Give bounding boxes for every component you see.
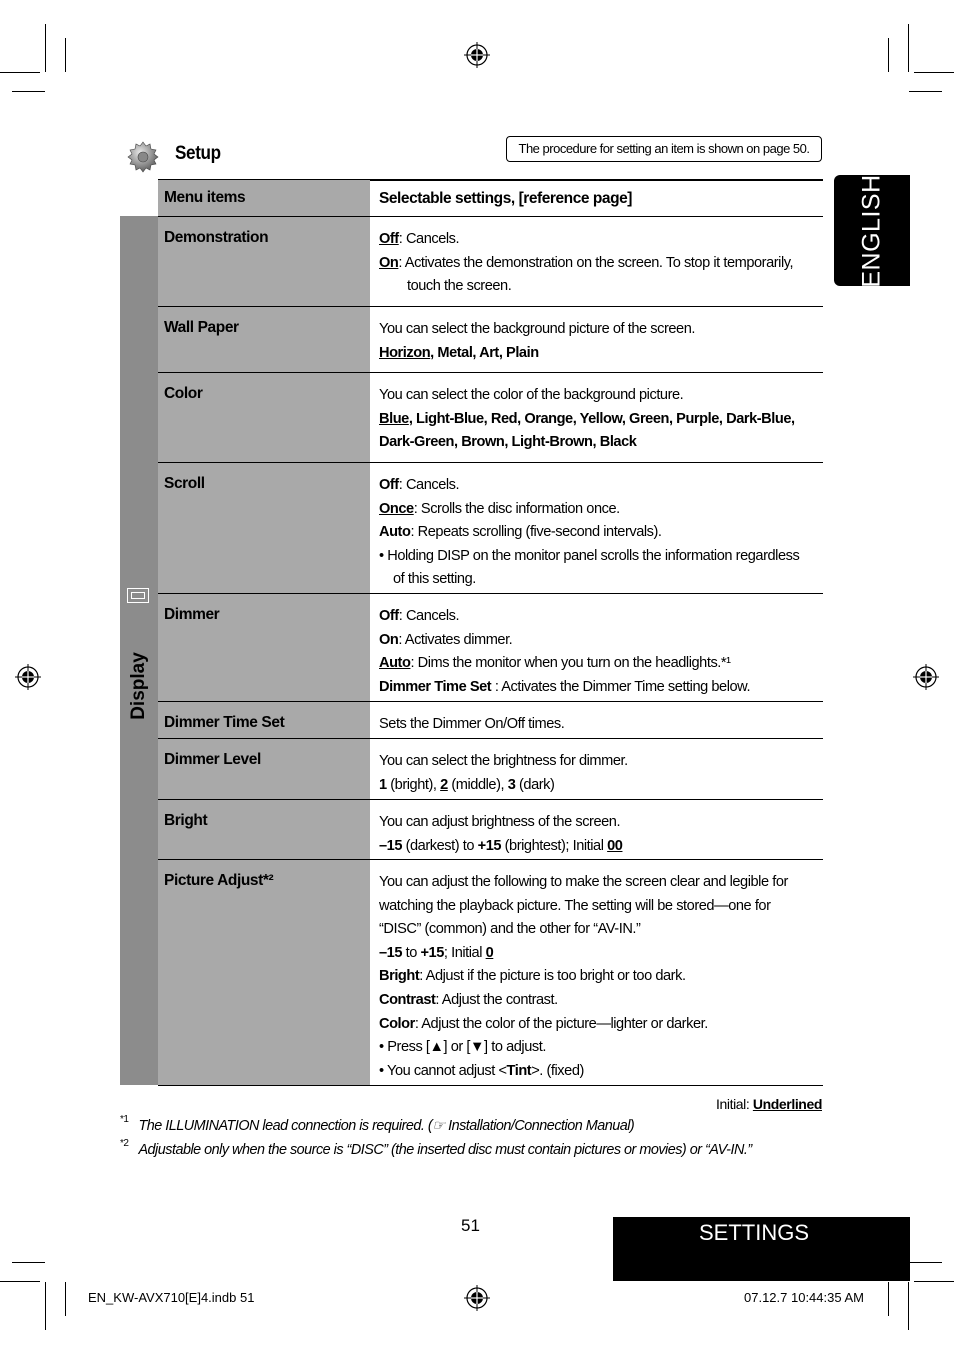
table-row [158,463,823,594]
setting-description [370,800,823,864]
setting-text: (middle), [447,776,508,793]
header-settings: Selectable settings, [reference page] [379,190,632,207]
menu-item-label: Color [158,373,370,462]
crop-mark [45,1282,46,1330]
setting-value: Dark-Green, Brown, Light-Brown, Black [379,434,637,451]
setting-text: touch the screen. [407,278,512,295]
gear-icon [126,140,160,174]
crop-mark [45,24,46,72]
setting-text: : Adjust the contrast. [435,991,558,1008]
description-line [379,895,817,919]
section-title: Setup [175,143,221,164]
crop-mark [888,38,889,72]
setting-value: 00 [607,837,623,854]
description-line [379,605,817,629]
setting-text: You can adjust brightness of the screen. [379,814,621,830]
setting-value: 2 [440,776,448,793]
display-icon [127,588,149,603]
description-line [379,1013,817,1037]
setting-text: of this setting. [393,571,476,588]
menu-item-label: Demonstration [158,217,370,306]
table-row [158,800,823,860]
table-header-row [158,180,823,217]
setting-text: : Repeats scrolling (five-second intervals). [410,524,662,541]
setting-text: • You cannot adjust < [379,1062,507,1079]
description-line [379,835,817,859]
setting-value: –15 [379,837,402,854]
description-line [379,431,817,455]
crop-mark [909,1262,942,1263]
footnote-text: Adjustable only when the source is “DISC” (the inserted disc must contain pictures or movies) or “AV-IN.” [138,1141,752,1158]
description-line [379,521,817,545]
setting-value: Once [379,500,414,517]
language-tab [834,175,910,286]
crop-mark [0,1281,40,1282]
footer-file: EN_KW-AVX710[E]4.indb 51 [88,1290,255,1305]
crop-mark [65,38,66,72]
crop-mark [0,72,40,73]
setting-value: 3 [507,776,516,793]
setting-text: You can select the color of the background picture. [379,387,684,403]
crop-mark [909,91,942,92]
description-line [379,942,817,966]
footnote [120,1140,752,1158]
description-line [379,629,817,653]
setting-value: 1 [379,776,387,793]
setting-text: : Adjust the color of the picture—lighter or darker. [414,1015,708,1032]
description-line [379,750,817,774]
section-tab [613,1217,910,1281]
setting-value: Contrast [379,991,436,1008]
setting-text: You can select the background picture of the screen. [379,321,695,337]
procedure-note: The procedure for setting an item is shown on page 50. [506,136,822,162]
setting-text: : Activates dimmer. [398,631,513,648]
setting-text: : Cancels. [398,231,460,247]
footnote-mark: *1 [120,1114,129,1125]
crop-mark [888,1282,889,1316]
setting-text: : Cancels. [398,477,460,493]
setting-text: watching the playback picture. The setting will be stored—one for [379,897,771,914]
table-row [158,594,823,702]
description-line [379,545,817,569]
setting-value: Bright [379,968,420,985]
setting-value: Horizon [379,344,431,361]
menu-item-label: Picture Adjust*² [158,860,370,1085]
footnote-text: The ILLUMINATION lead connection is required. (☞ Installation/Connection Manual) [138,1117,635,1134]
description-line [379,342,817,366]
setting-value: Auto [379,655,411,672]
description-line [379,228,817,252]
setting-text: “DISC” (common) and the other for “AV-IN.” [379,921,641,938]
description-line [379,408,817,432]
crop-mark [908,1282,909,1330]
description-line [379,275,817,299]
setting-value: , Light-Blue, Red, Orange, Yellow, Green, Purple, Dark-Blue, [408,410,795,427]
page-number: 51 [461,1216,480,1235]
description-line [379,871,817,895]
section-tab-label: SETTINGS [699,1220,810,1245]
setting-description [370,307,823,371]
initial-note [716,1096,822,1112]
crop-mark [908,24,909,72]
setting-description [370,860,823,1089]
setting-description [370,702,823,743]
table-row [158,860,823,1086]
header-menu-items: Menu items [158,180,370,216]
description-line [379,1036,817,1060]
description-line [379,1060,817,1084]
description-line [379,498,817,522]
footer-timestamp: 07.12.7 10:44:35 AM [744,1290,864,1305]
category-label: Display [128,652,149,720]
crop-mark [914,72,954,73]
registration-mark-icon [464,1285,490,1311]
setting-text: : Adjust if the picture is too bright or too dark. [419,968,686,985]
menu-item-label: Dimmer [158,594,370,701]
description-line [379,474,817,498]
crop-mark [12,1262,45,1263]
setting-value: –15 [379,944,402,961]
footnote [120,1116,634,1134]
setting-text: You can adjust the following to make the screen clear and legible for [379,874,788,890]
setting-text: Sets the Dimmer On/Off times. [379,716,565,732]
registration-mark-icon [464,42,490,68]
description-line [379,989,817,1013]
menu-item-label: Scroll [158,463,370,593]
setting-text: (darkest) to [402,837,478,854]
setting-text: • Holding DISP on the monitor panel scrolls the information regardless [379,547,800,564]
setting-text: You can select the brightness for dimmer. [379,753,628,769]
setting-value: Color [379,1015,415,1032]
setting-value: +15 [477,837,502,854]
description-line [379,965,817,989]
setting-value: Auto [379,524,411,541]
description-line [379,774,817,798]
initial-value: Underlined [752,1096,822,1112]
description-line [379,713,817,737]
setting-value: , Metal, Art, Plain [430,344,539,361]
setting-value: 0 [485,944,494,961]
registration-mark-icon [15,664,41,690]
setting-description [370,739,823,803]
setting-value: Off [379,477,399,493]
setting-text: (bright), [386,776,441,793]
table-row [158,739,823,800]
setting-text: >. (fixed) [531,1062,584,1079]
setting-text: ; Initial [443,944,486,961]
menu-item-label: Wall Paper [158,307,370,372]
table-row [158,702,823,739]
setting-value: Off [379,608,399,624]
menu-item-label: Dimmer Time Set [158,702,370,738]
description-line [379,384,817,408]
setting-text: : Dims the monitor when you turn on the headlights.*¹ [410,655,731,672]
menu-item-label: Dimmer Level [158,739,370,799]
description-line [379,252,817,276]
setting-value: Blue [379,410,409,427]
table-row [158,307,823,373]
setting-description [370,217,823,305]
setting-value: On [379,631,399,648]
description-line [379,676,817,700]
category-sidebar [120,216,158,1085]
crop-mark [12,91,45,92]
setting-value: On [379,254,399,271]
setting-description [370,463,823,598]
setting-value: +15 [420,944,444,961]
setting-value: Dimmer Time Set [379,678,492,695]
setting-description [370,373,823,461]
description-line [379,918,817,942]
crop-mark [65,1282,66,1316]
table-row [158,217,823,307]
setting-text: (brightest); Initial [501,837,608,854]
table-row [158,373,823,463]
language-label: ENGLISH [857,173,886,288]
setting-text: (dark) [515,776,555,793]
registration-mark-icon [913,664,939,690]
description-line [379,318,817,342]
footnote-mark: *2 [120,1138,129,1149]
setting-description [370,594,823,705]
setting-value: Tint [506,1062,532,1079]
menu-item-label: Bright [158,800,370,859]
setting-text: : Scrolls the disc information once. [413,500,620,517]
description-line [379,568,817,592]
crop-mark [914,1281,954,1282]
description-line [379,811,817,835]
initial-label: Initial: [716,1096,750,1112]
setting-text: : Cancels. [398,608,460,624]
setting-text: : Activates the demonstration on the screen. To stop it temporarily, [398,254,794,271]
setting-text: : Activates the Dimmer Time setting below. [491,678,751,695]
setting-text: • Press [▲] or [▼] to adjust. [379,1039,546,1056]
setting-text: to [402,944,421,961]
setting-value: Off [379,231,399,247]
description-line [379,652,817,676]
